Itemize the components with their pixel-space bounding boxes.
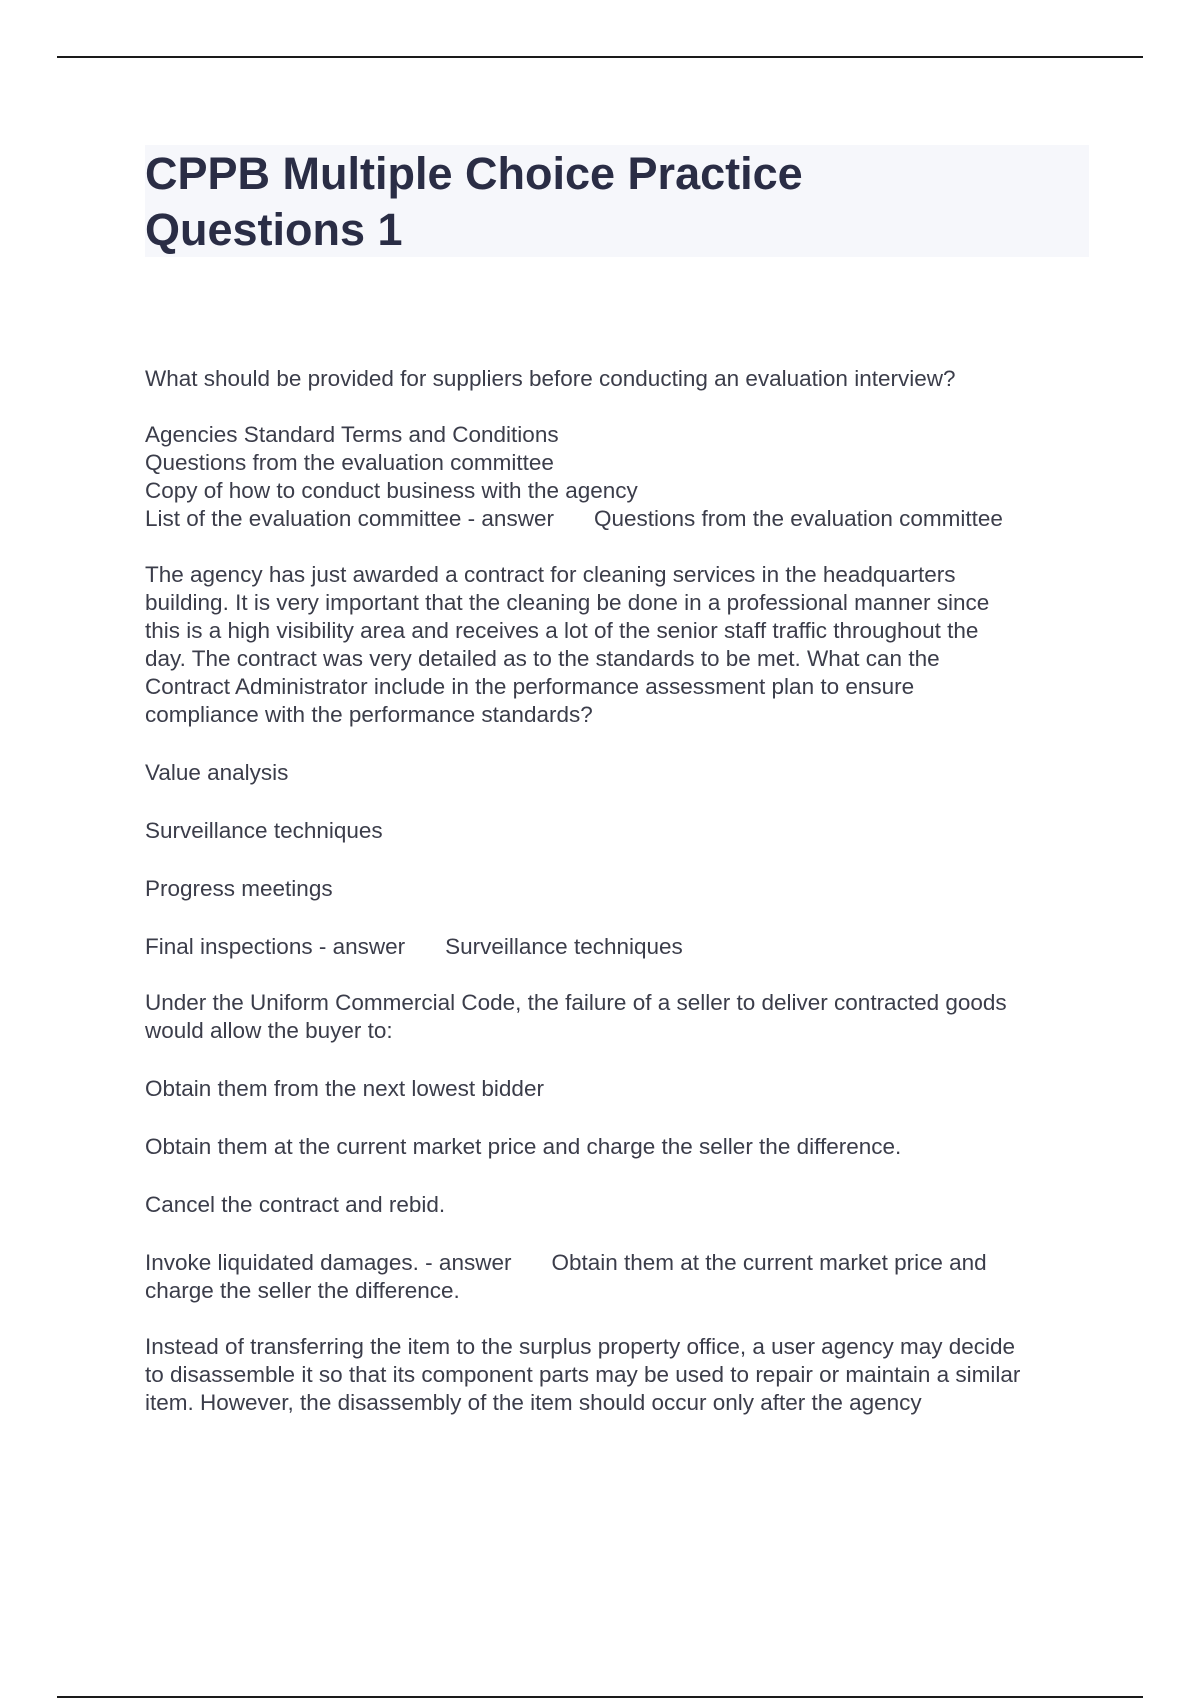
option-text: Obtain them at the current market price and charge the seller the difference.: [145, 1134, 902, 1159]
question-text: The agency has just awarded a contract for cleaning services in the headquarters: [145, 562, 956, 587]
option-text: Surveillance techniques: [145, 818, 383, 843]
option-text: Copy of how to conduct business with the agency: [145, 478, 638, 503]
question-text: item. However, the disassembly of the item should occur only after the agency: [145, 1390, 922, 1415]
question-text: Instead of transferring the item to the surplus property office, a user agency may decide: [145, 1334, 1016, 1359]
answer-text: Obtain them at the current market price and: [551, 1250, 987, 1275]
title-line-1: CPPB Multiple Choice Practice: [145, 148, 803, 199]
option-text: Value analysis: [145, 760, 289, 785]
last-option-text: Invoke liquidated damages. - answer: [145, 1250, 512, 1275]
answer-text: Surveillance techniques: [445, 934, 683, 959]
top-rule: [57, 56, 1143, 58]
last-option-text: List of the evaluation committee - answer: [145, 506, 554, 531]
answer-text-continued: charge the seller the difference.: [145, 1278, 460, 1303]
question-block-4: [145, 1333, 1095, 1417]
option-text: Questions from the evaluation committee: [145, 450, 554, 475]
answer-line: [145, 505, 1095, 533]
last-option-text: Final inspections - answer: [145, 934, 406, 959]
title-line-2: Questions 1: [145, 204, 403, 255]
option-text: Obtain them from the next lowest bidder: [145, 1076, 544, 1101]
bottom-rule: [57, 1696, 1143, 1698]
question-block-3: [145, 989, 1095, 1305]
question-text: compliance with the performance standards?: [145, 702, 593, 727]
document-title: [145, 146, 1075, 258]
question-text: to disassemble it so that its component parts may be used to repair or maintain a similar: [145, 1362, 1021, 1387]
answer-text: Questions from the evaluation committee: [593, 506, 1003, 531]
question-text: Contract Administrator include in the performance assessment plan to ensure: [145, 674, 915, 699]
option-text: Progress meetings: [145, 876, 333, 901]
question-block-1: [145, 365, 1095, 533]
option-text: Agencies Standard Terms and Conditions: [145, 422, 559, 447]
question-text: would allow the buyer to:: [145, 1018, 393, 1043]
answer-line: [145, 933, 1095, 961]
question-list: [145, 365, 1095, 1417]
question-text: Under the Uniform Commercial Code, the failure of a seller to deliver contracted goods: [145, 990, 1007, 1015]
answer-line: [145, 1249, 1095, 1277]
question-text: building. It is very important that the cleaning be done in a professional manner since: [145, 590, 990, 615]
question-text: day. The contract was very detailed as to the standards to be met. What can the: [145, 646, 940, 671]
option-text: Cancel the contract and rebid.: [145, 1192, 446, 1217]
question-block-2: [145, 561, 1095, 961]
question-text: What should be provided for suppliers before conducting an evaluation interview?: [145, 366, 956, 391]
question-text: this is a high visibility area and receives a lot of the senior staff traffic throughout the: [145, 618, 979, 643]
